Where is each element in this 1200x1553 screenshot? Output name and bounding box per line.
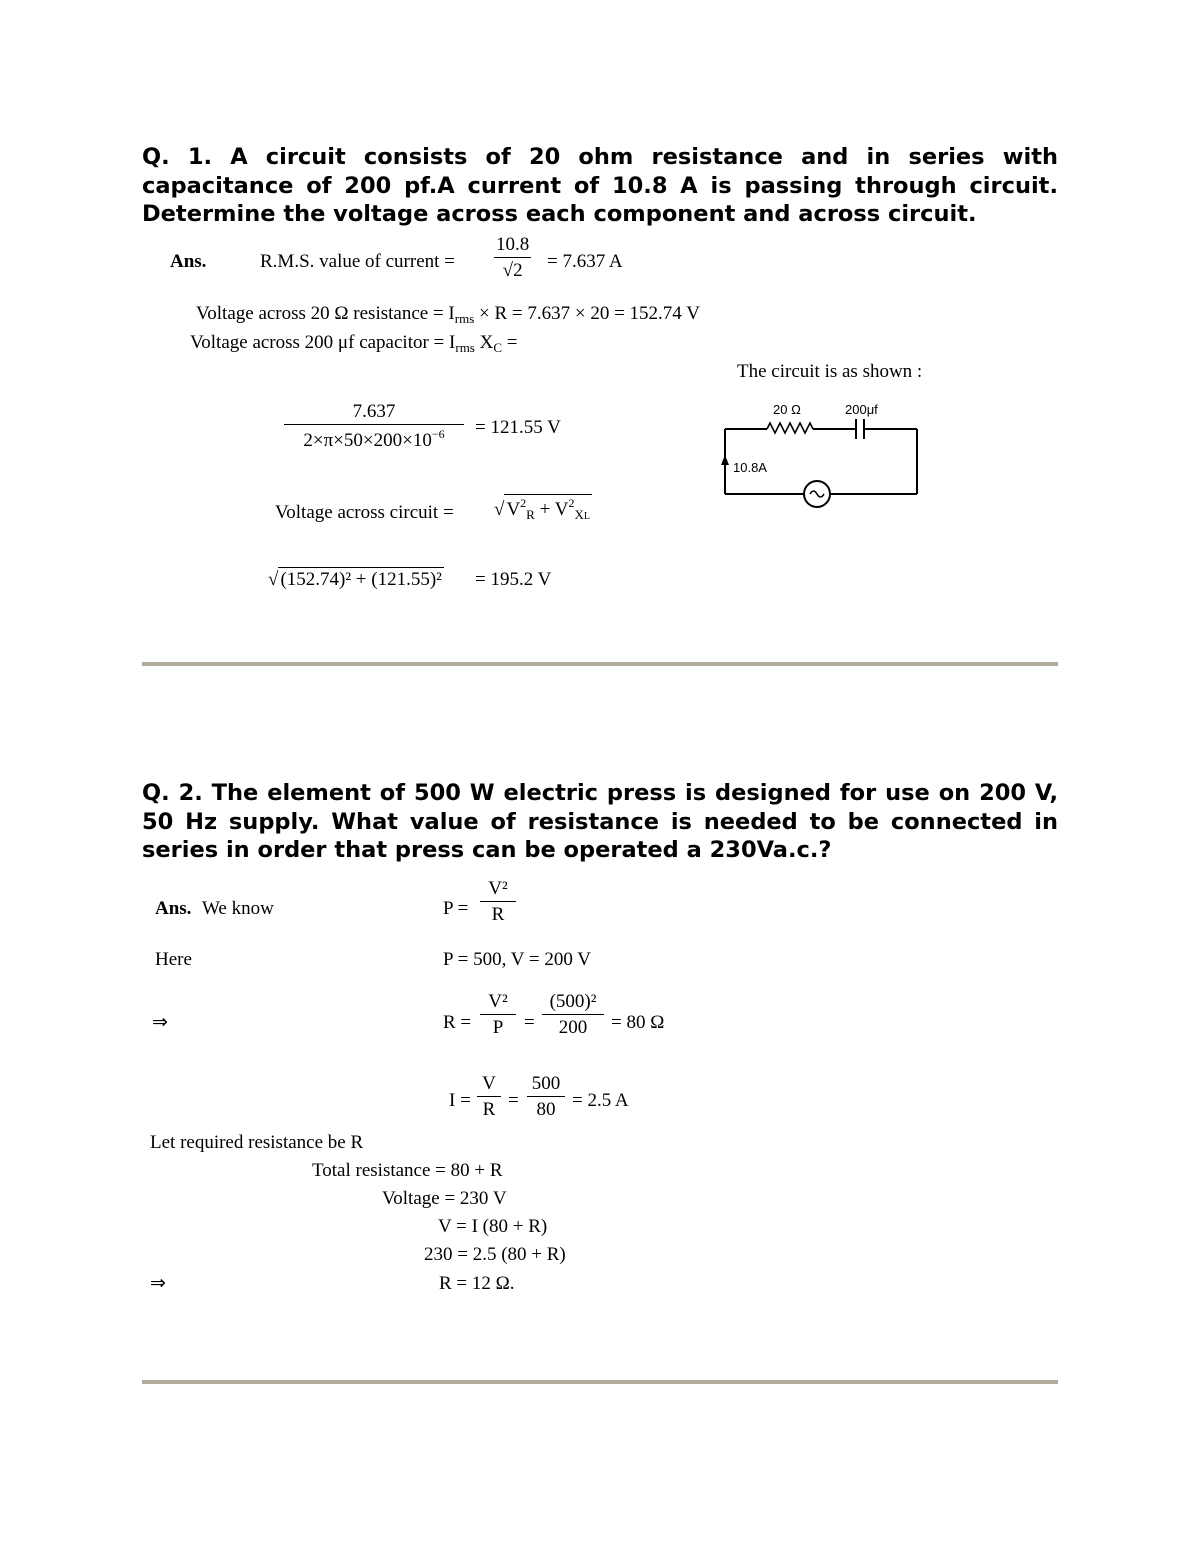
- i-denominator-2: 80: [527, 1096, 565, 1119]
- r-fraction-2: [542, 992, 604, 1037]
- r-result: = 80 Ω: [611, 1012, 665, 1033]
- rms-fraction: [494, 235, 531, 280]
- diagram-caption: The circuit is as shown :: [737, 361, 923, 382]
- r-numerator-1: V²: [488, 991, 508, 1012]
- vc-x: X: [479, 332, 494, 353]
- rms-result: = 7.637 A: [547, 251, 623, 272]
- r-final: R = 12 Ω.: [439, 1273, 515, 1294]
- r-fraction-1: [480, 992, 516, 1037]
- total-resistance: Total resistance = 80 + R: [312, 1160, 503, 1181]
- p-fraction: [480, 879, 516, 924]
- given-values: P = 500, V = 200 V: [443, 949, 591, 970]
- vr-line: [196, 304, 700, 325]
- divider-2: [142, 1380, 1058, 1384]
- diagram-r-label: 20 Ω: [773, 402, 801, 417]
- we-know: We know: [202, 898, 274, 919]
- answer-label-1: Ans.: [170, 251, 207, 272]
- i-eq: I =: [449, 1090, 471, 1111]
- v-equation: V = I (80 + R): [438, 1216, 548, 1237]
- xc-den-exp: −6: [431, 427, 445, 441]
- implies-arrow-1: ⇒: [152, 1012, 168, 1033]
- r-denominator-1: P: [480, 1014, 516, 1037]
- i-numerator-1: V: [482, 1073, 496, 1094]
- voltage-line: Voltage = 230 V: [382, 1188, 507, 1209]
- i-fraction-1: [477, 1074, 501, 1119]
- r-denominator-2: 200: [542, 1014, 604, 1037]
- xc-denominator: [284, 424, 464, 450]
- diagram-i-label: 10.8A: [733, 460, 767, 475]
- r-eq: R =: [443, 1012, 472, 1033]
- xc-result: = 121.55 V: [475, 417, 561, 438]
- i-numerator-2: 500: [531, 1073, 561, 1094]
- p-numerator: V²: [488, 878, 508, 899]
- i-eq-sign: =: [508, 1090, 519, 1111]
- rms-text: R.M.S. value of current =: [260, 251, 455, 272]
- circuit-formula: √ $V^2_R + V^2_{XL}$: [494, 496, 590, 522]
- xc-den-text: 2×π×50×200×10: [303, 430, 432, 451]
- final-expr-text: (152.74)² + (121.55)²: [280, 569, 442, 590]
- question-1: Q. 1. A circuit consists of 20 ohm resistance and in series with capacitance of 200 pf.A current of 10.8 A is passing through circuit. Determine the voltage across each component and across circuit.: [142, 144, 1058, 227]
- diagram-c-label: 200μf: [845, 402, 878, 417]
- vc-eq: =: [506, 332, 518, 353]
- rms-denominator: √2: [494, 257, 531, 280]
- vc-text: Voltage across 200 μf capacitor = I: [190, 332, 456, 353]
- i-fraction-2: [527, 1074, 565, 1119]
- rms-numerator: 10.8: [496, 234, 530, 255]
- vc-xsub: C: [493, 340, 503, 355]
- vc-line: [190, 333, 517, 354]
- vr-text: Voltage across 20 Ω resistance = I: [196, 303, 455, 324]
- resistor-symbol: [767, 423, 813, 433]
- p-eq: P =: [443, 898, 469, 919]
- vr-rest: × R = 7.637 × 20 = 152.74 V: [479, 303, 700, 324]
- final-result: = 195.2 V: [475, 569, 552, 590]
- answer-label-2: Ans.: [155, 898, 192, 919]
- divider-1: [142, 662, 1058, 666]
- circuit-diagram: [715, 395, 930, 520]
- substitution-line: 230 = 2.5 (80 + R): [424, 1244, 566, 1265]
- xc-fraction: [284, 402, 464, 450]
- let-line: Let required resistance be R: [150, 1132, 364, 1153]
- here-label: Here: [155, 949, 192, 970]
- xc-numerator: 7.637: [352, 401, 396, 422]
- i-denominator-1: R: [477, 1096, 501, 1119]
- current-arrow-icon: [721, 455, 729, 465]
- implies-arrow-2: ⇒: [150, 1273, 166, 1294]
- p-denominator: R: [480, 901, 516, 924]
- r-numerator-2: (500)²: [549, 991, 597, 1012]
- question-2: Q. 2. The element of 500 W electric press is designed for use on 200 V, 50 Hz supply. What value of resistance is needed to be connected in series in order that press can be operated a 230Va.c.?: [142, 780, 1058, 863]
- vc-sub: rms: [455, 340, 475, 355]
- final-expression: √ (152.74)² + (121.55)²: [268, 569, 442, 590]
- vr-sub: rms: [454, 311, 475, 326]
- circuit-text: Voltage across circuit =: [275, 502, 454, 523]
- i-result: = 2.5 A: [572, 1090, 629, 1111]
- r-eq-sign: =: [524, 1012, 535, 1033]
